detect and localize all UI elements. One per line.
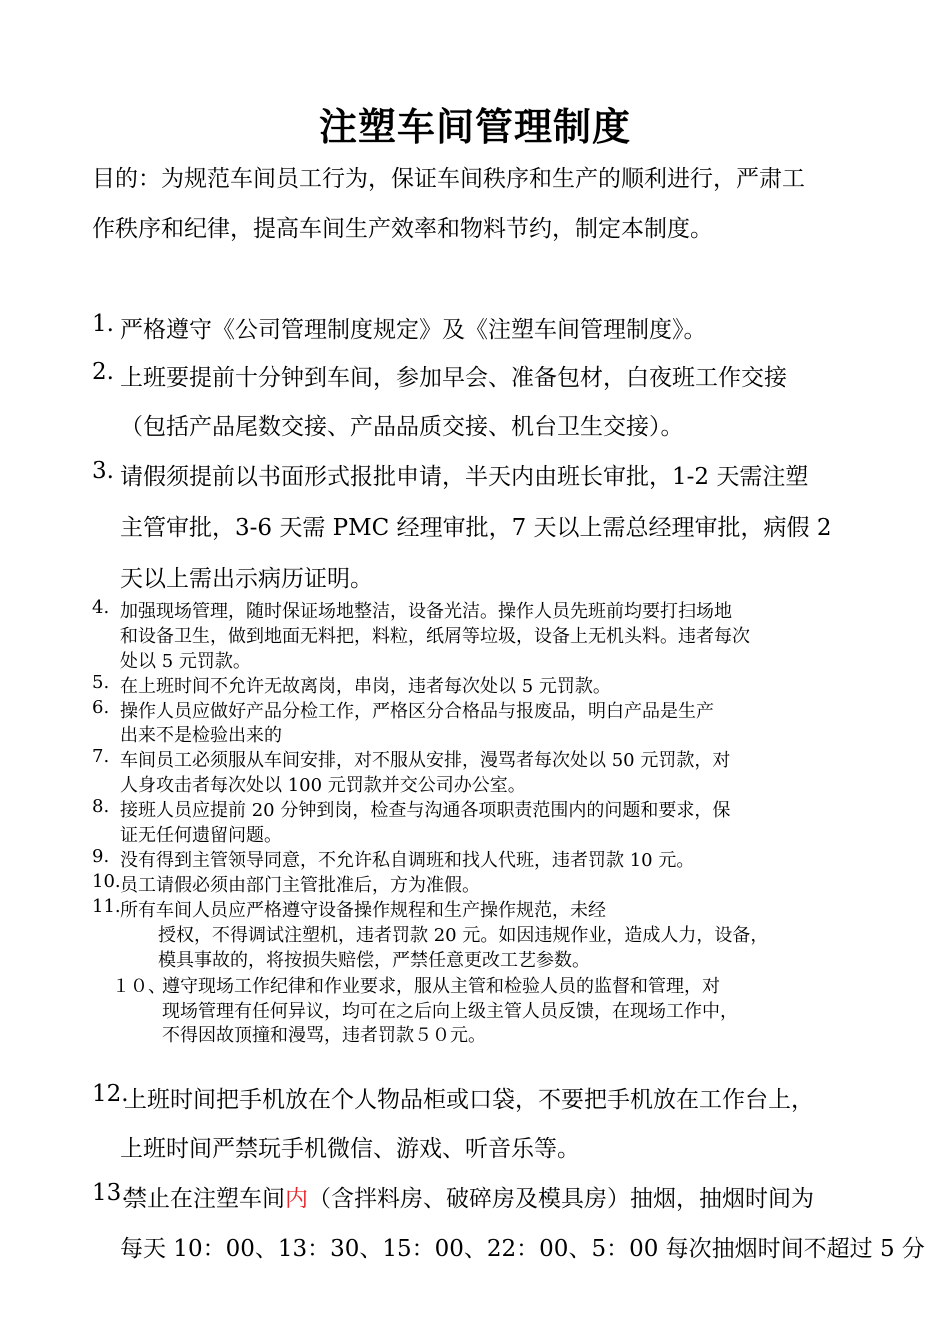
item-10-number: 10. [92, 871, 121, 892]
item-11-text-3: 模具事故的，将按损失赔偿，严禁任意更改工艺参数。 [158, 950, 590, 971]
item-10b-text-1: 遵守现场工作纪律和作业要求，服从主管和检验人员的监督和管理，对 [162, 976, 720, 997]
item-10b-text-3: 不得因故顶撞和漫骂，违者罚款５０元。 [162, 1025, 486, 1046]
purpose-line-2: 作秩序和纪律，提高车间生产效率和物料节约，制定本制度。 [92, 216, 713, 242]
item-13-text-1 [124, 1180, 814, 1213]
item-12-number: 12. [92, 1081, 129, 1107]
item-9-text: 没有得到主管领导同意，不允许私自调班和找人代班，违者罚款 10 元。 [120, 850, 695, 871]
item-2-number: 2. [92, 359, 114, 385]
item-7-number: 7. [92, 746, 110, 767]
item-8-number: 8. [92, 796, 110, 817]
item-4-number: 4. [92, 597, 110, 618]
item-1-text: 严格遵守《公司管理制度规定》及《注塑车间管理制度》。 [120, 317, 707, 343]
item-10b-text-2: 现场管理有任何异议，均可在之后向上级主管人员反馈，在现场工作中， [162, 1001, 738, 1022]
item-3-text-3: 天以上需出示病历证明。 [120, 566, 373, 592]
item-5-text: 在上班时间不允许无故离岗，串岗，违者每次处以 5 元罚款。 [120, 676, 611, 697]
item-13-text-2: 每天 10：00、13：30、15：00、22：00、5：00 每次抽烟时间不超过 5 分 [120, 1236, 925, 1262]
item-12-text-2: 上班时间严禁玩手机微信、游戏、听音乐等。 [120, 1136, 580, 1162]
item-10-text: 员工请假必须由部门主管批准后，方为准假。 [120, 875, 480, 896]
item-1-number: 1. [92, 311, 114, 337]
item-4-text-3: 处以 5 元罚款。 [120, 651, 251, 672]
item-9-number: 9. [92, 846, 110, 867]
item-13-text-1a: 禁止在注塑车间 [124, 1186, 285, 1212]
item-10b-number: １０、 [112, 976, 166, 997]
item-8-text-1: 接班人员应提前 20 分钟到岗，检查与沟通各项职责范围内的问题和要求，保 [120, 800, 731, 821]
item-6-text-1: 操作人员应做好产品分检工作，严格区分合格品与报废品，明白产品是生产 [120, 701, 714, 722]
purpose-line-1: 目的：为规范车间员工行为，保证车间秩序和生产的顺利进行，严肃工 [92, 166, 805, 192]
item-2-text-1: 上班要提前十分钟到车间，参加早会、准备包材，白夜班工作交接 [120, 365, 787, 391]
item-11-number: 11. [92, 896, 121, 917]
document-title: 注塑车间管理制度 [318, 104, 631, 149]
item-11-text-1: 所有车间人员应严格遵守设备操作规程和生产操作规范，未经 [120, 900, 606, 921]
item-8-text-2: 证无任何遗留问题。 [120, 825, 282, 846]
item-7-text-1: 车间员工必须服从车间安排，对不服从安排，漫骂者每次处以 50 元罚款，对 [120, 750, 731, 771]
item-11-text-2: 授权，不得调试注塑机，违者罚款 20 元。如因违规作业，造成人力，设备， [158, 925, 769, 946]
item-4-text-1: 加强现场管理，随时保证场地整洁，设备光洁。操作人员先班前均要打扫场地 [120, 601, 732, 622]
item-3-text-2: 主管审批，3-6 天需 PMC 经理审批，7 天以上需总经理审批，病假 2 [120, 515, 832, 541]
item-3-number: 3. [92, 458, 114, 484]
item-6-text-2: 出来不是检验出来的 [120, 725, 282, 746]
item-3-text-1: 请假须提前以书面形式报批申请，半天内由班长审批，1-2 天需注塑 [120, 464, 809, 490]
item-13-emphasis: 内 [285, 1186, 308, 1212]
item-13-text-1b: （含拌料房、破碎房及模具房）抽烟，抽烟时间为 [308, 1186, 814, 1212]
item-7-text-2: 人身攻击者每次处以 100 元罚款并交公司办公室。 [120, 775, 526, 796]
item-13-number: 13. [92, 1180, 129, 1206]
item-12-text-1: 上班时间把手机放在个人物品柜或口袋，不要把手机放在工作台上， [124, 1087, 814, 1113]
item-5-number: 5. [92, 672, 110, 693]
item-6-number: 6. [92, 697, 110, 718]
item-4-text-2: 和设备卫生，做到地面无料把，料粒，纸屑等垃圾，设备上无机头料。违者每次 [120, 626, 750, 647]
item-2-text-2: （包括产品尾数交接、产品品质交接、机台卫生交接）。 [120, 414, 684, 440]
